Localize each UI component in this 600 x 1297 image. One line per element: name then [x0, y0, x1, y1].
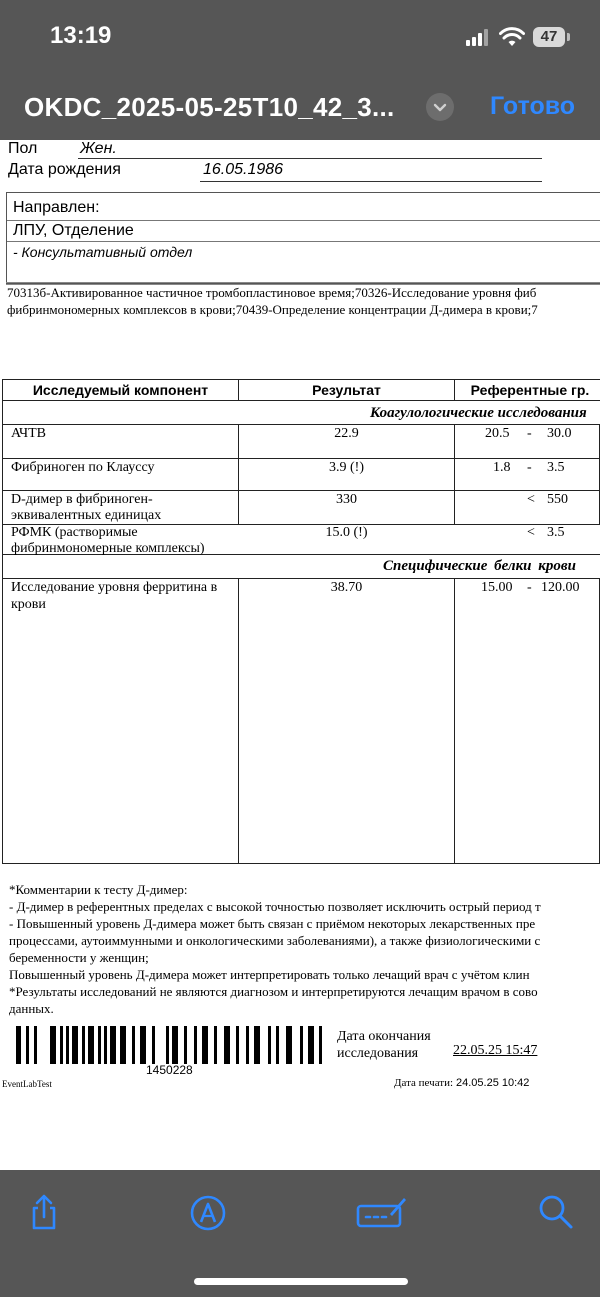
row-result: 3.9 (!): [329, 460, 364, 475]
barcode: [16, 1026, 326, 1064]
dob-label: Дата рождения: [8, 161, 121, 178]
row-ref-high: 120.00: [541, 580, 580, 595]
row-name: Фибриноген по Клауссу: [11, 460, 155, 475]
row-name-cont: фибринмономерные комплексы): [11, 541, 205, 556]
comment-line: данных.: [9, 1001, 54, 1016]
comments: [9, 881, 600, 1017]
sex-label: Пол: [8, 140, 38, 157]
row-name-cont: крови: [11, 597, 46, 612]
row-ref-dash: -: [527, 460, 532, 475]
search-icon[interactable]: [536, 1192, 576, 1232]
header-result: Результат: [312, 382, 381, 398]
department-label: ЛПУ, Отделение: [13, 222, 134, 239]
row-ref-high: 30.0: [547, 426, 572, 441]
row-result: 330: [336, 492, 357, 507]
comment-line: - Повышенный уровень Д-димера может быть связан с приёмом некоторых лекарственных пре: [9, 916, 536, 931]
row-ref-low: 20.5: [485, 426, 510, 441]
results-table: [2, 379, 600, 864]
row-result: 15.0 (!): [325, 525, 368, 540]
wifi-icon: [499, 26, 525, 48]
share-icon[interactable]: [24, 1192, 64, 1232]
row-result: 22.9: [334, 426, 359, 441]
row-name: РФМК (растворимые: [11, 525, 138, 540]
row-name: Исследование уровня ферритина в: [11, 580, 218, 595]
done-button[interactable]: Готово: [490, 92, 576, 120]
comment-line: *Комментарии к тесту Д-димер:: [9, 882, 188, 897]
row-ref-lt: <: [527, 492, 535, 507]
comment-line: беременности у женщин;: [9, 950, 149, 965]
row-ref-dash: -: [527, 426, 532, 441]
row-ref-low: 1.8: [493, 460, 511, 475]
department-value: - Консультативный отдел: [13, 244, 193, 260]
print-date-value: 24.05.25 10:42: [456, 1077, 530, 1089]
home-indicator[interactable]: [194, 1278, 408, 1285]
row-name-cont: эквивалентных единицах: [11, 508, 162, 523]
referral-box: [6, 192, 600, 284]
row-name: D-димер в фибриноген-: [11, 492, 153, 507]
row-ref-low: 15.00: [481, 580, 513, 595]
markup-icon[interactable]: [188, 1192, 228, 1232]
document-title[interactable]: OKDC_2025-05-25T10_42_3...: [24, 92, 395, 122]
row-name: АЧТВ: [11, 426, 46, 441]
end-date-label: Дата окончания: [337, 1029, 431, 1044]
section-title: Коагулологические исследования: [370, 405, 587, 421]
signal-icon: [466, 28, 490, 46]
section-title: Специфические белки крови: [383, 558, 576, 574]
comment-line: Повышенный уровень Д-димера может интерпретировать только лечащий врач с учётом клин: [9, 967, 530, 982]
row-ref-high: 3.5: [547, 525, 565, 540]
comment-line: процессами, аутоиммунными и онкологическими заболеваниями), а также физиологическими с: [9, 933, 541, 948]
sex-value: Жен.: [80, 140, 117, 157]
dob-value: 16.05.1986: [203, 161, 284, 178]
lab-name: EventLabTest: [2, 1079, 52, 1089]
signature-icon[interactable]: [356, 1192, 408, 1232]
row-result: 38.70: [330, 580, 363, 595]
header-reference: Референтные гр.: [470, 382, 590, 398]
services-line-1: 70313б-Активированное частичное тромбопластиновое время;70326-Исследование уровня фиб: [7, 285, 537, 300]
comment-line: - Д-димер в референтных пределах с высокой точностью позволяет исключить острый период т: [9, 899, 541, 914]
row-ref-lt: <: [527, 525, 535, 540]
end-date-label-2: исследования: [337, 1046, 419, 1061]
chevron-down-icon[interactable]: [426, 93, 454, 121]
row-ref-high: 3.5: [547, 460, 565, 475]
top-bar: [0, 0, 600, 140]
battery-icon: 47: [533, 27, 565, 47]
comment-line: *Результаты исследований не являются диагнозом и интерпретируются лечащим врачом в сово: [9, 984, 538, 999]
status-time: 13:19: [50, 22, 112, 49]
end-date-value: 22.05.25 15:47: [453, 1043, 538, 1058]
referral-title: Направлен:: [13, 199, 100, 216]
services-line-2: фибринмономерных комплексов в крови;70439-Определение концентрации Д-димера в крови;7: [7, 302, 538, 317]
row-ref-high: 550: [547, 492, 568, 507]
header-component: Исследуемый компонент: [32, 382, 209, 398]
row-ref-dash: -: [527, 580, 532, 595]
barcode-number: 1450228: [146, 1063, 193, 1077]
document-page: [0, 140, 600, 1170]
print-date-label: Дата печати:: [394, 1077, 454, 1089]
